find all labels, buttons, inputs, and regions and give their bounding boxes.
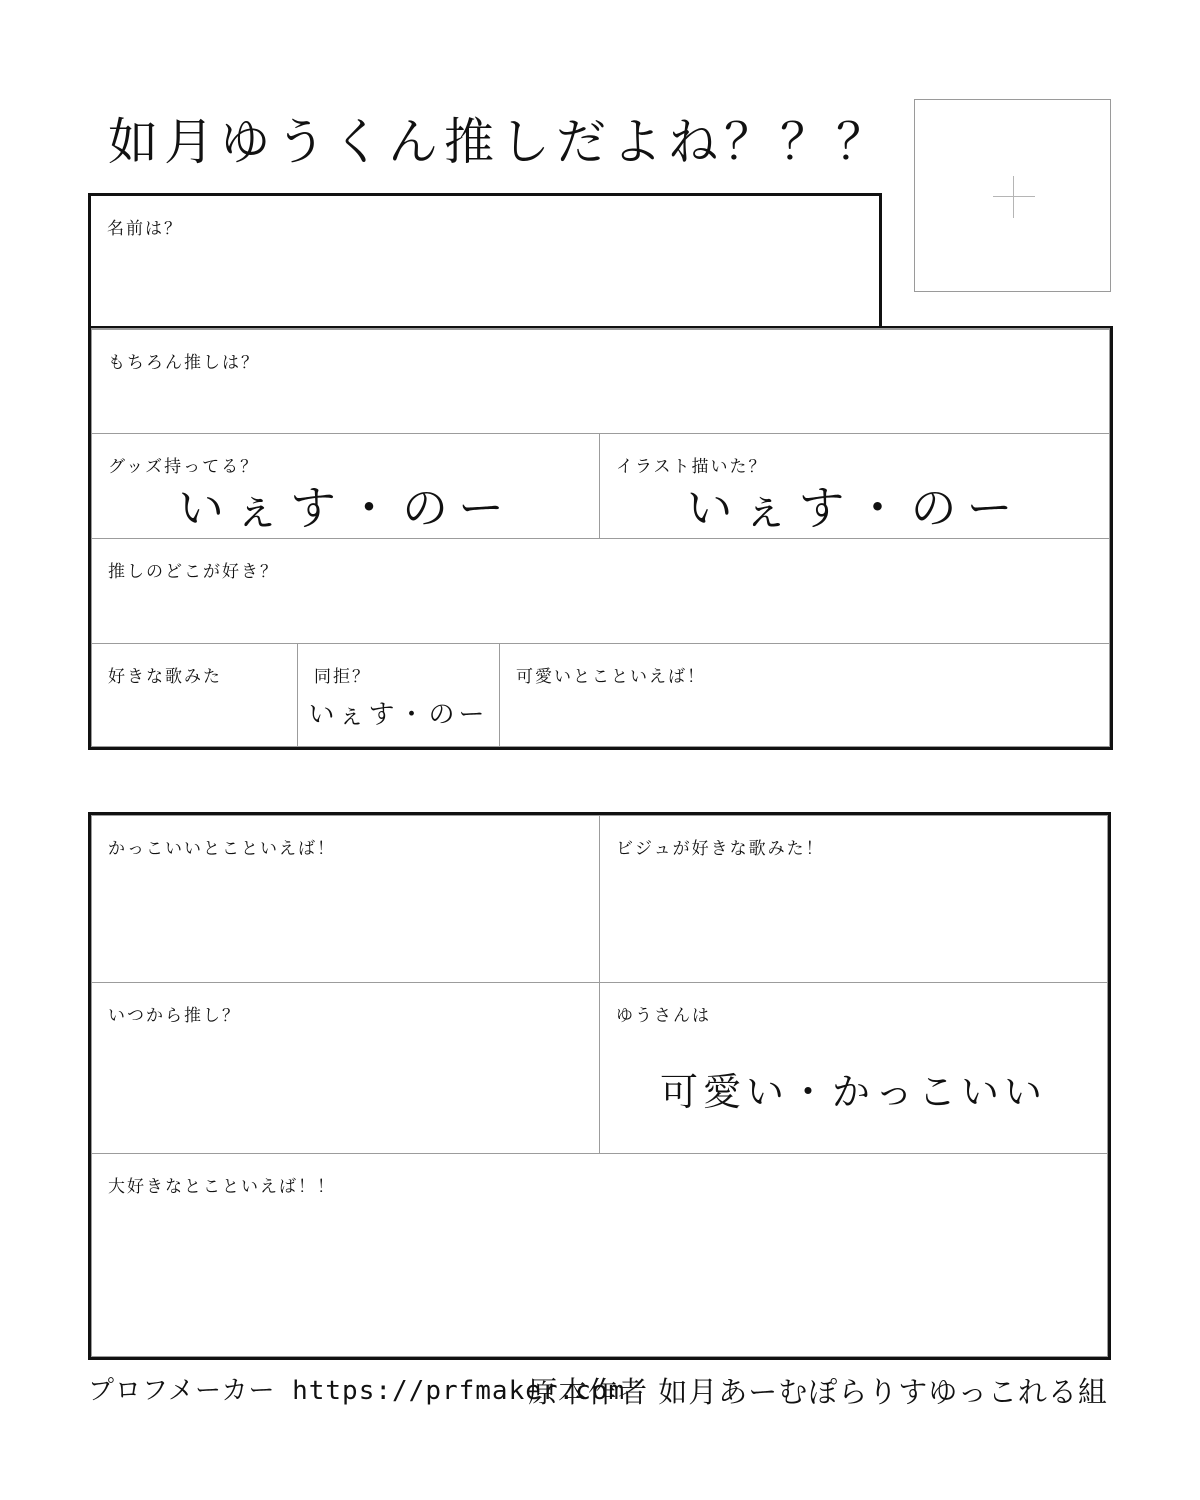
oshi-field[interactable] — [91, 328, 1110, 434]
name-label: 名前は？ — [107, 219, 183, 239]
doukyo-field[interactable] — [297, 643, 500, 747]
plus-icon — [993, 196, 1035, 197]
goods-field[interactable] — [91, 433, 601, 539]
illust-field[interactable] — [599, 433, 1110, 539]
goods-answer[interactable]: いぇす・のー — [178, 481, 514, 535]
bijou-cover-label: ビジュが好きな歌みた！ — [616, 839, 825, 859]
illust-label: イラスト描いた？ — [616, 457, 768, 477]
cool-point-label: かっこいいとこといえば！ — [108, 839, 336, 859]
favorite-cover-field[interactable] — [91, 643, 298, 747]
favorite-cover-label: 好きな歌みた — [108, 667, 222, 687]
love-point-field[interactable] — [91, 1153, 1108, 1357]
favorite-point-label: 推しのどこが好き？ — [108, 562, 279, 582]
since-label: いつから推し？ — [108, 1006, 241, 1026]
cute-point-field[interactable] — [499, 643, 1110, 747]
page-title: 如月ゆうくん推しだよね？？？ — [108, 113, 892, 171]
name-field[interactable] — [88, 193, 882, 330]
oshi-label: もちろん推しは？ — [108, 353, 260, 373]
doukyo-label: 同拒？ — [314, 667, 371, 687]
goods-label: グッズ持ってる？ — [108, 457, 260, 477]
cool-point-field[interactable] — [91, 815, 601, 984]
photo-upload-box[interactable] — [914, 99, 1111, 292]
cute-point-label: 可愛いとこといえば！ — [516, 667, 706, 687]
author-credit: 原本作者 如月あーむぽらりすゆっこれる組 — [528, 1375, 1108, 1409]
bijou-cover-field[interactable] — [599, 815, 1108, 984]
doukyo-answer[interactable]: いぇす・のー — [308, 700, 489, 730]
favorite-point-field[interactable] — [91, 538, 1110, 644]
yuu-label: ゆうさんは — [616, 1006, 711, 1026]
maker-credit: プロフメーカー https://prfmaker.com — [88, 1376, 626, 1406]
yuu-field[interactable] — [599, 982, 1108, 1155]
since-field[interactable] — [91, 982, 601, 1155]
love-point-label: 大好きなとこといえば！！ — [108, 1177, 336, 1197]
yuu-answer[interactable]: 可愛い・かっこいい — [659, 1070, 1047, 1114]
illust-answer[interactable]: いぇす・のー — [686, 481, 1023, 535]
